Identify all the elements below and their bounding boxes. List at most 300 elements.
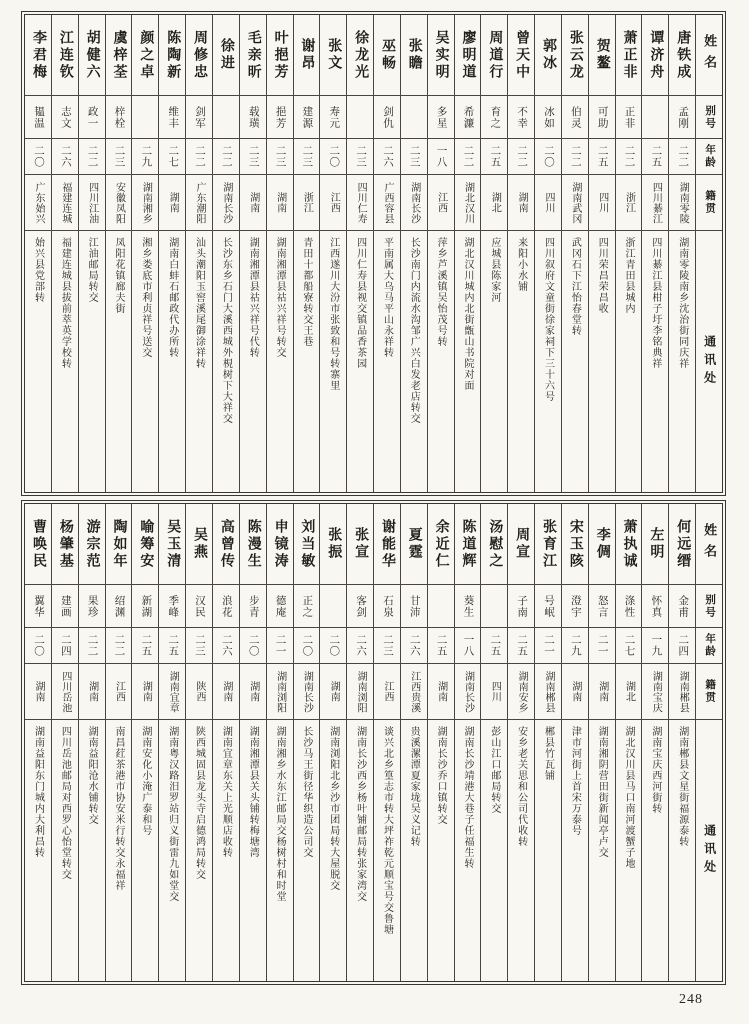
person-age: 二三 [347,139,373,175]
person-column [400,15,427,492]
person-column [373,15,400,492]
person-address: 长沙南门内流水沟邹广兴白发老店转交 [408,237,420,424]
person-name: 谢昂 [294,15,320,96]
person-address: 湖南零陵南乡沈治街同庆祥 [676,237,688,369]
person-column [346,504,373,981]
person-column [480,15,507,492]
person-address: 湖北汉川城内北街甑山书院对面 [461,237,473,391]
person-age: 二三 [106,139,132,175]
person-address: 湖南湘阴营田街新闻亭卢交 [596,726,608,858]
person-column [668,504,695,981]
person-age: 二三 [186,628,212,664]
person-alias: 育之 [481,96,507,139]
person-alias [401,96,427,139]
person-column [158,15,185,492]
person-native-place: 广东始兴 [25,175,51,231]
person-address: 湖南长沙乔口镇转交 [435,726,447,825]
header-alias-label: 别号 [696,96,722,139]
person-name: 吴实明 [428,15,454,96]
person-address: 湖南粤汉路汨罗站归义街雷九如堂交 [166,726,178,902]
person-name: 游宗范 [79,504,105,585]
person-name: 张瞻 [401,15,427,96]
person-age: 二七 [159,139,185,175]
person-name: 廖明道 [455,15,481,96]
header-native-label: 籍贯 [696,175,722,231]
person-column [427,15,454,492]
person-age: 二〇 [294,628,320,664]
person-address: 湖南湘潭县关头铺转梅塘湾 [247,726,259,858]
person-address: 长沙东乡石门大溪西城外梘树下大祥交 [220,237,232,424]
page-number: 248 [679,992,703,1007]
person-native-place: 湖南郴县 [669,664,695,720]
header-name-label: 姓名 [696,15,722,96]
person-column [212,504,239,981]
person-native-place: 江西 [106,664,132,720]
person-native-place: 湖南长沙 [213,175,239,231]
person-alias: 剑仇 [374,96,400,139]
person-address: 平南属大乌马平山永祥转 [381,237,393,358]
person-column [51,15,78,492]
person-name: 陈漫生 [240,504,266,585]
person-column [212,15,239,492]
header-age-label: 年龄 [696,139,722,175]
person-native-place: 湖南 [25,664,51,720]
person-name: 张宣 [347,504,373,585]
person-native-place: 浙江 [294,175,320,231]
person-name: 胡健六 [79,15,105,96]
person-alias: 浪花 [213,585,239,628]
person-native-place: 四川 [481,664,507,720]
person-alias: 季峰 [159,585,185,628]
person-native-place: 湖南 [428,664,454,720]
person-alias: 德庵 [267,585,293,628]
person-native-place: 安徽凤阳 [106,175,132,231]
person-age: 一八 [455,628,481,664]
person-name: 陈道辉 [455,504,481,585]
person-column [78,504,105,981]
person-alias: 金甫 [669,585,695,628]
person-age: 二九 [562,628,588,664]
roster-table-top [24,14,723,493]
person-name: 刘当敏 [294,504,320,585]
person-address: 青田十都船寮转交王巷 [300,237,312,347]
person-column [131,504,158,981]
person-age: 二〇 [320,139,346,175]
person-age: 二二 [508,139,534,175]
person-alias: 翼华 [25,585,51,628]
person-column [668,15,695,492]
person-native-place: 江西 [320,175,346,231]
person-column [185,504,212,981]
person-native-place: 湖南浏阳 [267,664,293,720]
person-alias: 建画 [52,585,78,628]
person-address: 应城县陈家河 [488,237,500,303]
person-alias: 韫温 [25,96,51,139]
person-alias: 希濂 [455,96,481,139]
person-name: 萧正非 [616,15,642,96]
person-age: 二二 [669,139,695,175]
person-alias [428,585,454,628]
person-address: 萍乡芦溪镇吴怡茂号转 [435,237,447,347]
person-address: 贵溪漯潭夏家垅吴义记转 [408,726,420,847]
person-address: 湖南郴县文星街福源泰转 [676,726,688,847]
person-column [158,504,185,981]
person-native-place: 湖南 [240,175,266,231]
header-alias-label: 别号 [696,585,722,628]
person-address: 始兴县党部转 [32,237,44,303]
person-age: 二二 [79,139,105,175]
person-age: 二六 [374,139,400,175]
person-name: 汤慰之 [481,504,507,585]
person-alias: 客剑 [347,585,373,628]
person-address: 谈兴北乡篁志市转大坪祚乾元顺宝号交鲁塘 [381,726,393,935]
person-address: 来阳小水铺 [515,237,527,292]
person-native-place: 湖南长沙 [455,664,481,720]
person-native-place: 湖南 [213,664,239,720]
person-age: 二一 [589,628,615,664]
person-column [480,504,507,981]
person-column [588,15,615,492]
person-column [319,15,346,492]
person-column [615,504,642,981]
person-native-place: 湖南长沙 [401,175,427,231]
header-address-label: 通讯处 [702,823,717,878]
person-alias: 剑军 [186,96,212,139]
person-column [266,15,293,492]
person-native-place: 四川綦江 [642,175,668,231]
person-column [534,504,561,981]
person-name: 陶如年 [106,504,132,585]
person-native-place: 湖南零陵 [669,175,695,231]
person-age: 二二 [79,628,105,664]
person-name: 高曾传 [213,504,239,585]
person-address: 郴县竹瓦铺 [542,726,554,781]
person-column [615,15,642,492]
person-age: 二三 [401,139,427,175]
person-address: 四川仁寿县视交镇品香茶园 [354,237,366,369]
person-alias: 不幸 [508,96,534,139]
person-address: 湖北汉川县马口南河渡蟹子地 [623,726,635,869]
person-column [131,15,158,492]
person-name: 贺鳌 [589,15,615,96]
person-alias [642,96,668,139]
person-name: 张振 [320,504,346,585]
person-alias: 正之 [294,585,320,628]
person-column [534,15,561,492]
person-column [239,504,266,981]
person-age: 二二 [455,139,481,175]
person-age: 二六 [52,139,78,175]
person-address: 湖南长沙靖港大巷子任福生转 [461,726,473,869]
person-column [78,15,105,492]
person-alias [481,585,507,628]
person-alias: 政一 [79,96,105,139]
person-native-place: 广西容县 [374,175,400,231]
person-age: 二五 [481,628,507,664]
person-alias: 新湖 [132,585,158,628]
person-column [641,15,668,492]
person-address: 湖南浏阳北乡沙市团局转大屋脱交 [327,726,339,891]
person-age: 二五 [159,628,185,664]
person-alias: 步青 [240,585,266,628]
person-alias: 冰如 [535,96,561,139]
person-address: 四川叙府文童街徐家祠下三十六号 [542,237,554,402]
person-alias: 挹芳 [267,96,293,139]
person-age: 一九 [642,628,668,664]
person-address: 长沙马王街径华织造公司交 [300,726,312,858]
person-name: 唐铁成 [669,15,695,96]
person-native-place: 江西 [374,664,400,720]
person-address: 四川荣昌荣昌收 [596,237,608,314]
person-native-place: 湖南宝庆 [642,664,668,720]
person-age: 一八 [428,139,454,175]
person-address: 湖南湘潭县祜兴祥号转交 [274,237,286,358]
person-column [507,15,534,492]
person-native-place: 湖南湘乡 [132,175,158,231]
person-name: 毛亲昕 [240,15,266,96]
person-native-place: 湖南 [240,664,266,720]
person-age: 二二 [106,628,132,664]
person-column [266,504,293,981]
person-address: 安乡老关思和公司代收转 [515,726,527,847]
person-name: 郭冰 [535,15,561,96]
person-address: 江油邮局转交 [86,237,98,303]
person-age: 二七 [616,628,642,664]
person-name: 徐龙光 [347,15,373,96]
person-alias: 果珍 [79,585,105,628]
person-name: 张云龙 [562,15,588,96]
person-address: 四川綦江县柑子圩李铭典祥 [649,237,661,369]
person-name: 江连钦 [52,15,78,96]
person-alias: 绍渊 [106,585,132,628]
person-native-place: 湖南长沙 [294,664,320,720]
person-address: 湖南宝庆西河街转 [649,726,661,814]
person-address: 湖南白蚌石邮政代办所转 [166,237,178,358]
person-name: 宋玉陔 [562,504,588,585]
person-address: 湖南益阳东门城内大利昌转 [32,726,44,858]
person-native-place: 湖南浏阳 [347,664,373,720]
person-column [105,504,132,981]
person-column [561,504,588,981]
person-name: 虞梓荃 [106,15,132,96]
person-name: 李君梅 [25,15,51,96]
person-age: 二三 [374,628,400,664]
person-age: 二五 [508,628,534,664]
person-address: 彭山江口邮局转交 [488,726,500,814]
person-age: 二五 [428,628,454,664]
person-age: 二二 [186,139,212,175]
person-column [25,504,51,981]
person-name: 叶挹芳 [267,15,293,96]
person-age: 二六 [347,628,373,664]
person-address: 湖南湘乡水东江邮局交杨树村和时堂 [274,726,286,902]
header-column [695,504,722,981]
person-age: 二二 [213,139,239,175]
person-address: 湖南长沙西乡杨叶铺邮局转张家湾交 [354,726,366,902]
person-column [239,15,266,492]
person-native-place: 湖南宜章 [159,664,185,720]
person-address: 福建连城县拔前萃英学校转 [59,237,71,369]
person-alias: 孟刚 [669,96,695,139]
person-column [51,504,78,981]
person-age: 二五 [642,139,668,175]
person-native-place: 湖南郴县 [535,664,561,720]
person-name: 吴燕 [186,504,212,585]
person-alias: 葵生 [455,585,481,628]
person-column [185,15,212,492]
person-column [427,504,454,981]
person-age: 二〇 [320,628,346,664]
person-native-place: 江西贵溪 [401,664,427,720]
person-address: 汕头潮阳玉窖溪尾御涂祥转 [193,237,205,369]
person-address: 津市河街上首宋万泰号 [569,726,581,836]
person-name: 巫畅 [374,15,400,96]
person-column [454,504,481,981]
header-name-label: 姓名 [696,504,722,585]
person-alias: 寿元 [320,96,346,139]
person-address: 四川岳池邮局对西罗心怡堂转交 [59,726,71,880]
person-name: 徐进 [213,15,239,96]
person-column [641,504,668,981]
person-column [561,15,588,492]
person-name: 杨肇基 [52,504,78,585]
header-address-label: 通讯处 [702,334,717,389]
header-column [695,15,722,492]
person-age: 二五 [589,139,615,175]
person-age: 二四 [52,628,78,664]
person-alias: 伯灵 [562,96,588,139]
person-native-place: 湖南 [159,175,185,231]
person-alias: 维丰 [159,96,185,139]
person-column [454,15,481,492]
person-name: 曹唤民 [25,504,51,585]
person-name: 颜之卓 [132,15,158,96]
person-native-place: 湖南 [320,664,346,720]
person-name: 陈陶新 [159,15,185,96]
person-column [293,15,320,492]
person-address: 湖南湘潭县祜兴祥号代转 [247,237,259,358]
person-column [293,504,320,981]
person-native-place: 湖南 [508,175,534,231]
person-name: 夏霆 [401,504,427,585]
person-column [319,504,346,981]
person-name: 李倜 [589,504,615,585]
person-name: 周道行 [481,15,507,96]
person-name: 申镜涛 [267,504,293,585]
person-alias: 可助 [589,96,615,139]
person-age: 二三 [267,139,293,175]
person-name: 喻筹安 [132,504,158,585]
person-native-place: 湖北汉川 [455,175,481,231]
person-address: 陕西城固县龙头寺启德鸿局转交 [193,726,205,880]
person-native-place: 湖南 [562,664,588,720]
roster-table-top-columns [25,15,722,492]
person-name: 曾天中 [508,15,534,96]
person-native-place: 江西 [428,175,454,231]
person-name: 周修忠 [186,15,212,96]
person-alias [320,585,346,628]
person-age: 二〇 [25,139,51,175]
person-age: 二三 [240,139,266,175]
person-native-place: 湖南 [589,664,615,720]
person-native-place: 湖南 [79,664,105,720]
person-age: 二五 [481,139,507,175]
person-address: 凤阳花镇廊夫街 [113,237,125,314]
person-native-place: 广东潮阳 [186,175,212,231]
person-native-place: 湖北 [481,175,507,231]
person-native-place: 湖南 [267,175,293,231]
person-age: 二一 [267,628,293,664]
person-alias: 梓栓 [106,96,132,139]
person-native-place: 四川 [589,175,615,231]
person-alias: 澄宇 [562,585,588,628]
person-address: 武冈石下江怡春堂转 [569,237,581,336]
person-alias: 志文 [52,96,78,139]
person-age: 二九 [132,139,158,175]
person-column [25,15,51,492]
person-name: 余近仁 [428,504,454,585]
person-native-place: 陕西 [186,664,212,720]
person-age: 二〇 [535,139,561,175]
person-age: 二二 [616,139,642,175]
person-alias [213,96,239,139]
person-native-place: 湖北 [616,664,642,720]
header-native-label: 籍贯 [696,664,722,720]
person-native-place: 湖南 [132,664,158,720]
person-age: 二四 [669,628,695,664]
person-age: 二〇 [25,628,51,664]
person-column [346,15,373,492]
table-frame [24,14,723,982]
person-column [507,504,534,981]
person-alias: 怒言 [589,585,615,628]
person-name: 左明 [642,504,668,585]
person-alias: 石泉 [374,585,400,628]
person-native-place: 四川岳池 [52,664,78,720]
person-native-place: 浙江 [616,175,642,231]
person-name: 张育江 [535,504,561,585]
person-alias: 怀真 [642,585,668,628]
person-age: 二六 [401,628,427,664]
person-address: 江西遂川大汾市张致和号转寨里 [327,237,339,391]
person-alias: 建源 [294,96,320,139]
person-alias: 载璜 [240,96,266,139]
person-native-place: 四川 [535,175,561,231]
person-native-place: 四川江油 [79,175,105,231]
person-address: 湖南安化小淹广泰和号 [139,726,151,836]
person-age: 二三 [294,139,320,175]
person-alias: 甘沛 [401,585,427,628]
person-address: 湖南宜章东关上光顺店收转 [220,726,232,858]
person-alias: 号岷 [535,585,561,628]
person-age: 二五 [132,628,158,664]
person-alias: 正非 [616,96,642,139]
person-column [588,504,615,981]
person-column [373,504,400,981]
person-name: 萧执诚 [616,504,642,585]
person-name: 周宣 [508,504,534,585]
person-alias: 汉民 [186,585,212,628]
person-native-place: 四川仁寿 [347,175,373,231]
person-age: 二六 [213,628,239,664]
person-alias: 涤性 [616,585,642,628]
person-alias [347,96,373,139]
person-address: 湖南益阳沧水铺转交 [86,726,98,825]
person-name: 吴玉清 [159,504,185,585]
person-alias: 多星 [428,96,454,139]
person-age: 二〇 [240,628,266,664]
person-address: 浙江青田县城内 [623,237,635,314]
